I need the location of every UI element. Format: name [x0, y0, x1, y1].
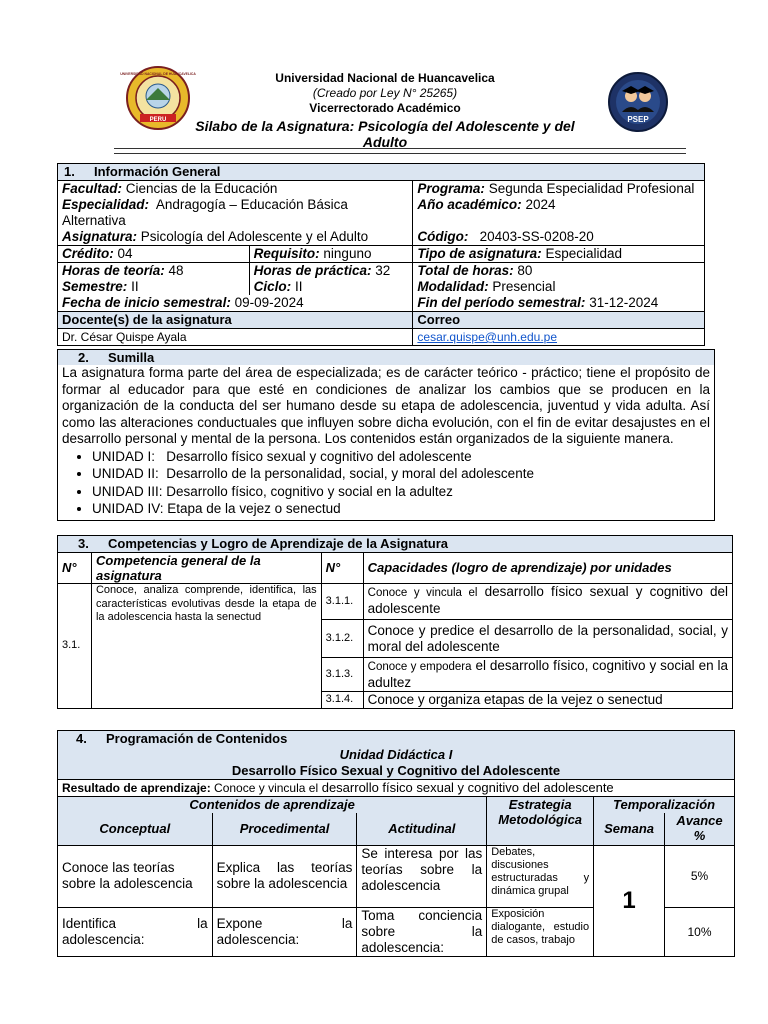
semestre-cell: Semestre: II	[58, 279, 250, 295]
section-1-header: 1. Información General	[58, 164, 705, 181]
table-row-conceptual: Conoce las teorías sobre la adolescencia	[58, 845, 213, 907]
program-seal-logo	[604, 72, 672, 132]
section-4-header: 4. Programación de Contenidos	[58, 731, 735, 748]
credito-cell: Crédito: 04	[58, 246, 250, 263]
cap-number: 3.1.4.	[321, 692, 363, 709]
list-item: • UNIDAD II: Desarrollo de la personalidad, social, y moral del adolescente	[92, 465, 714, 483]
header-rule-bottom	[114, 153, 686, 154]
facultad-cell: Facultad: Ciencias de la Educación	[58, 181, 413, 198]
competencias-table	[57, 535, 733, 709]
logo-left-ring-text: UNIVERSIDAD NACIONAL DE HUANCAVELICA	[120, 72, 196, 76]
requisito-cell: Requisito: ninguno	[249, 246, 413, 263]
cap-text: Conoce y vincula el desarrollo físico sexual y cognitivo del adolescente	[363, 584, 732, 620]
horas-practica-cell: Horas de práctica: 32	[249, 263, 413, 280]
temporal-header: Temporalización	[594, 797, 735, 814]
table-row-actitudinal: Toma conciencia sobre la adolescencia:	[357, 907, 487, 956]
general-info-table	[57, 163, 705, 346]
programa-cell: Programa: Segunda Especialidad Profesional	[413, 181, 705, 198]
correo-link[interactable]: cesar.quispe@unh.edu.pe	[413, 329, 705, 346]
competencia-text: Conoce, analiza comprende, identifica, las características evolutivas desde la etapa de la adolescencia hasta la senectud	[91, 584, 321, 709]
table-row-estrategia: Exposición dialogante, estudio de casos, trabajo	[487, 907, 594, 956]
cap-text: Conoce y predice el desarrollo de la personalidad, social, y moral del adolescente	[363, 620, 732, 658]
avance-header: Avance %	[665, 813, 735, 845]
unit-list	[58, 448, 714, 518]
table-row-avance: 5%	[665, 845, 735, 907]
especialidad-cell: Especialidad: Andragogía – Educación Básica Alternativa	[58, 197, 413, 229]
actitudinal-header: Actitudinal	[357, 813, 487, 845]
unidad-title: Desarrollo Físico Sexual y Cognitivo del Adolescente	[58, 763, 735, 780]
semana-value: 1	[594, 845, 665, 956]
estrategia-header: Estrategia Metodológica	[487, 797, 594, 846]
table-row-procedimental: Explica las teorías sobre la adolescencia	[212, 845, 357, 907]
resultado-row: Resultado de aprendizaje: Conoce y vincula el desarrollo físico sexual y cognitivo del adolescente	[58, 780, 735, 797]
asignatura-cell: Asignatura: Psicología del Adolescente y el Adulto	[58, 229, 413, 246]
table-row-procedimental: Expone la adolescencia:	[212, 907, 357, 956]
col-competencia: Competencia general de la asignatura	[91, 553, 321, 584]
fin-periodo-cell: Fin del período semestral: 31-12-2024	[413, 295, 705, 312]
sumilla-section	[57, 349, 715, 521]
total-horas-cell: Total de horas: 80	[413, 263, 705, 280]
fecha-inicio-cell: Fecha de inicio semestral: 09-09-2024	[58, 295, 413, 312]
horas-teoria-cell: Horas de teoría: 48	[58, 263, 250, 280]
correo-header: Correo	[413, 312, 705, 329]
syllabus-title: Silabo de la Asignatura: Psicología del Adolescente y del Adulto	[195, 118, 575, 150]
ciclo-cell: Ciclo: II	[249, 279, 413, 295]
codigo-cell: Código: 20403-SS-0208-20	[413, 229, 705, 246]
header-rule-top	[114, 148, 686, 149]
cap-text: Conoce y empodera el desarrollo físico, cognitivo y social en la adultez	[363, 658, 732, 692]
table-row-conceptual: Identifica la adolescencia:	[58, 907, 213, 956]
cap-text: Conoce y organiza etapas de la vejez o senectud	[363, 692, 732, 709]
cap-number: 3.1.3.	[321, 658, 363, 692]
tipo-cell: Tipo de asignatura: Especialidad	[413, 246, 705, 263]
university-name: Universidad Nacional de Huancavelica	[275, 71, 495, 85]
table-row-actitudinal: Se interesa por las teorías sobre la adolescencia	[357, 845, 487, 907]
cap-number: 3.1.2.	[321, 620, 363, 658]
university-seal-logo	[120, 66, 196, 130]
col-capacidades: Capacidades (logro de aprendizaje) por unidades	[363, 553, 732, 584]
procedimental-header: Procedimental	[212, 813, 357, 845]
creation-law: (Creado por Ley N° 25265)	[312, 86, 458, 100]
table-row-avance: 10%	[665, 907, 735, 956]
contenidos-header: Contenidos de aprendizaje	[58, 797, 487, 814]
cap-number: 3.1.1.	[321, 584, 363, 620]
section-2-header: 2. Sumilla	[58, 350, 714, 365]
col-n2: N°	[321, 553, 363, 584]
col-n: N°	[58, 553, 92, 584]
section-3-header: 3. Competencias y Logro de Aprendizaje de la Asignatura	[58, 536, 733, 553]
modalidad-cell: Modalidad: Presencial	[413, 279, 705, 295]
list-item: • UNIDAD I: Desarrollo físico sexual y cognitivo del adolescente	[92, 448, 714, 466]
unidad-label: Unidad Didáctica I	[58, 747, 735, 763]
competencia-number: 3.1.	[58, 584, 92, 709]
list-item: • UNIDAD III: Desarrollo físico, cognitivo y social en la adultez	[92, 483, 714, 501]
conceptual-header: Conceptual	[58, 813, 213, 845]
vice-rectorate: Vicerrectorado Académico	[309, 101, 461, 115]
programacion-table	[57, 730, 735, 957]
list-item: • UNIDAD IV: Etapa de la vejez o senectud	[92, 500, 714, 518]
anio-cell: Año académico: 2024	[413, 197, 705, 229]
docente-header: Docente(s) de la asignatura	[58, 312, 413, 329]
sumilla-text: La asignatura forma parte del área de especializada; es de carácter teórico - práctico; tiene el propósito de formar al educador para que esté en condiciones de analizar los cambios que se producen en la organización de la conducta del ser humano desde su etapa de adolescencia, juventud y vida adulta. Así como las alteraciones conductuales que influyen sobre dicha evolución, con el fin de evitar desajustes en el desarrollo personal y mental de la persona. Los contenidos están organizados de la siguiente manera.	[62, 365, 710, 446]
logo-right-text: PSEP	[627, 115, 649, 124]
semana-header: Semana	[594, 813, 665, 845]
table-row-estrategia: Debates, discusiones estructuradas y dinámica grupal	[487, 845, 594, 907]
docente-name: Dr. César Quispe Ayala	[58, 329, 413, 346]
logo-left-bottom-text: PERU	[149, 117, 167, 123]
